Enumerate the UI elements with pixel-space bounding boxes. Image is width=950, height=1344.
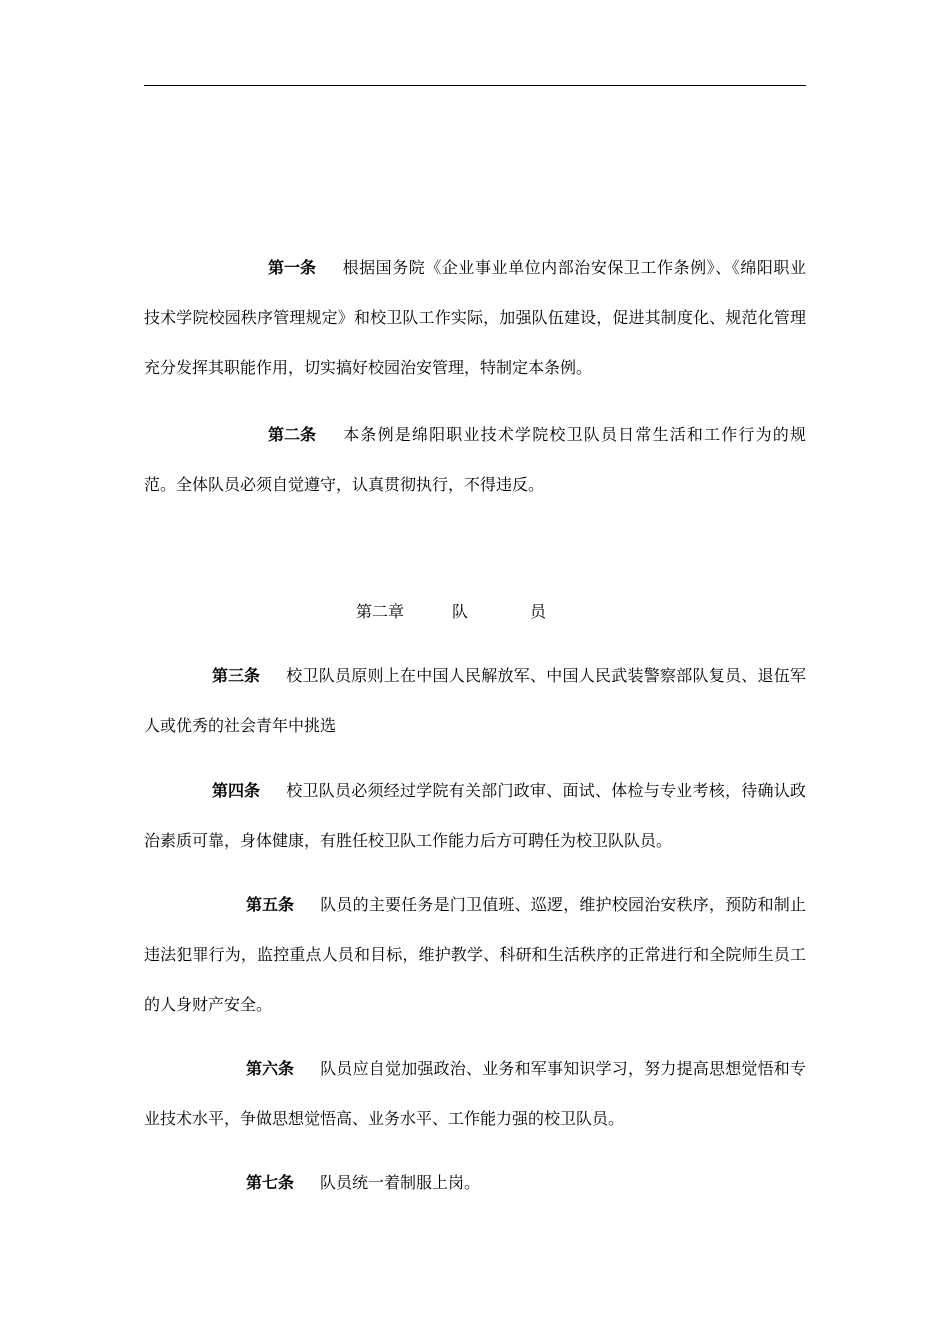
chapter-title-char-1: 队 (452, 602, 469, 621)
article-3 (144, 651, 806, 751)
article-6-label: 第六条 (246, 1059, 295, 1078)
article-7-text: 队员统一着制服上岗。 (320, 1173, 481, 1192)
article-4-text: 校卫队员必须经过学院有关部门政审、面试、体检与专业考核，待确认政治素质可靠，身体健康，有胜任校卫队工作能力后方可聘任为校卫队队员。 (144, 781, 806, 850)
article-2 (144, 410, 806, 510)
article-5-label: 第五条 (246, 895, 295, 914)
article-1-text: 根据国务院《企业事业单位内部治安保卫工作条例》、《绵阳职业技术学院校园秩序管理规定》和校卫队工作实际，加强队伍建设，促进其制度化、规范化管理充分发挥其职能作用，切实搞好校园治安管理，特制定本条例。 (144, 258, 806, 377)
chapter-number: 第二章 (356, 602, 405, 621)
chapter-title-char-2: 员 (530, 602, 547, 621)
article-5 (144, 880, 806, 1030)
article-6 (144, 1044, 806, 1144)
article-4-label: 第四条 (212, 781, 261, 800)
article-4 (144, 766, 806, 866)
article-1-label: 第一条 (268, 258, 317, 277)
article-7 (144, 1158, 806, 1208)
article-3-label: 第三条 (212, 666, 261, 685)
article-6-text: 队员应自觉加强政治、业务和军事知识学习，努力提高思想觉悟和专业技术水平，争做思想觉悟高、业务水平、工作能力强的校卫队员。 (144, 1059, 806, 1128)
article-3-text: 校卫队员原则上在中国人民解放军、中国人民武装警察部队复员、退伍军人或优秀的社会青年中挑选 (144, 666, 806, 735)
article-7-label: 第七条 (246, 1173, 295, 1192)
header-rule (144, 85, 806, 86)
article-5-text: 队员的主要任务是门卫值班、巡逻，维护校园治安秩序，预防和制止违法犯罪行为，监控重点人员和目标，维护教学、科研和生活秩序的正常进行和全院师生员工的人身财产安全。 (144, 895, 806, 1014)
article-2-label: 第二条 (268, 425, 317, 444)
article-1 (144, 243, 806, 393)
article-2-text: 本条例是绵阳职业技术学院校卫队员日常生活和工作行为的规范。全体队员必须自觉遵守，认真贯彻执行，不得违反。 (144, 425, 806, 494)
